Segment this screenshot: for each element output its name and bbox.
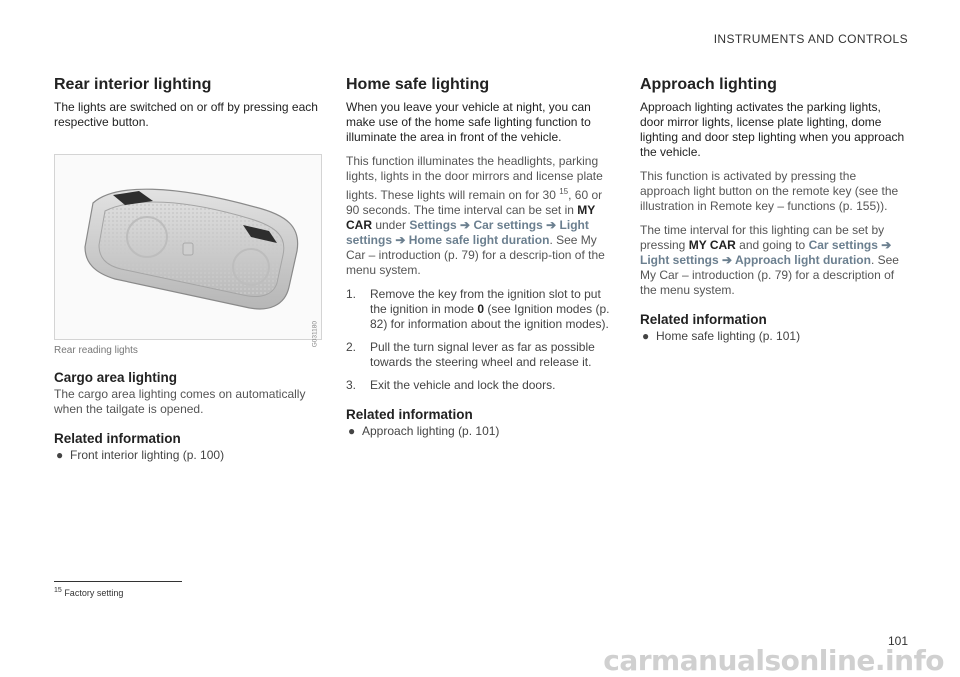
related-information-title: Related information <box>346 407 473 422</box>
related-information-title: Related information <box>640 312 767 327</box>
right-arrow-icon: ➔ <box>877 238 892 252</box>
page-number: 101 <box>887 634 908 648</box>
footnote-reference[interactable]: 15 <box>559 187 569 196</box>
section-title-approach-lighting: Approach lighting <box>640 76 777 93</box>
menu-item-light-settings: Light settings <box>346 218 589 247</box>
steps-list <box>346 287 612 393</box>
right-arrow-icon: ➔ <box>456 218 474 232</box>
rear-interior-intro: The lights are switched on or off by pressing each respective button. <box>54 100 318 129</box>
approach-interval-text: The time interval for this lighting can be set by pressing MY CAR and going to Car settings ➔ Light settings ➔ Approach light duration. See My Car – introduction (p. 79) for a description of the menu system. <box>640 223 899 297</box>
section-title-home-safe-lighting: Home safe lighting <box>346 76 490 93</box>
menu-root: MY CAR <box>346 203 596 232</box>
bullet-icon: ● <box>642 329 650 343</box>
rear-reading-lights-figure <box>54 154 322 348</box>
column-home-safe-lighting <box>346 76 612 442</box>
related-list <box>54 448 322 463</box>
bullet-icon: ● <box>348 424 356 438</box>
related-list <box>346 424 612 439</box>
section-title-rear-interior-lighting: Rear interior lighting <box>54 76 212 93</box>
right-arrow-icon: ➔ <box>392 233 409 247</box>
footnote: $^{15}$ Factory setting <box>54 587 124 598</box>
menu-item-home-safe-light-duration: Home safe light duration <box>408 233 550 247</box>
column-approach-lighting <box>640 76 908 347</box>
menu-item-car-settings: Car settings <box>808 238 878 252</box>
right-arrow-icon: ➔ <box>718 253 735 267</box>
menu-item-approach-light-duration: Approach light duration <box>734 253 871 267</box>
home-safe-intro: When you leave your vehicle at night, you can make use of the home safe lighting function to illuminate the area in front of the vehicle. <box>346 100 591 144</box>
figure-caption: Rear reading lights <box>54 345 138 356</box>
approach-activation-text: This function is activated by pressing the approach light button on the remote key (see the illustration in Remote key – functions (p. 155)). <box>640 169 899 213</box>
menu-item-car-settings: Car settings <box>473 218 543 232</box>
step-item: 2. Pull the turn signal lever as far as possible towards the steering wheel and release it. <box>346 340 595 369</box>
bullet-icon: ● <box>56 448 64 462</box>
related-link-home-safe-lighting[interactable]: ● Home safe lighting (p. 101) <box>642 329 801 343</box>
menu-root: MY CAR <box>688 238 736 252</box>
running-header: INSTRUMENTS AND CONTROLS <box>713 32 908 46</box>
menu-item-settings: Settings <box>409 218 457 232</box>
footnote-rule <box>54 581 182 582</box>
approach-intro: Approach lighting activates the parking lights, door mirror lights, license plate lighting, dome lighting and door step lighting when you approach the vehicle. <box>640 100 905 159</box>
related-link-front-interior-lighting[interactable]: ● Front interior lighting (p. 100) <box>56 448 225 462</box>
right-arrow-icon: ➔ <box>542 218 560 232</box>
rear-reading-lights-illustration <box>55 155 321 339</box>
column-rear-interior-lighting <box>54 76 322 466</box>
step-item: 3. Exit the vehicle and lock the doors. <box>346 378 556 392</box>
related-link-approach-lighting[interactable]: ● Approach lighting (p. 101) <box>348 424 500 438</box>
menu-item-light-settings: Light settings <box>640 253 719 267</box>
related-list <box>640 329 908 344</box>
step-item: 1. Remove the key from the ignition slot to put the ignition in mode 0 (see Ignition modes (p. 82) for information about the ignition modes). <box>346 287 610 331</box>
section-title-cargo-area-lighting: Cargo area lighting <box>54 370 178 385</box>
cargo-area-text: The cargo area lighting comes on automatically when the tailgate is opened. <box>54 387 306 416</box>
home-safe-description: This function illuminates the headlights, parking lights, lights in the door mirrors and license plate lights. These lights will remain on for 30 $^{15}$, 60 or 90 seconds. The time interval can be set in MY CAR under Settings ➔ Car settings ➔ Light settings ➔ Home safe light duration. See My Car – introduction (p. 79) for a descrip-tion of the menu system. <box>346 154 605 277</box>
related-information-title: Related information <box>54 431 181 446</box>
figure-code: G031180 <box>311 321 318 348</box>
watermark: carmanualsonline.info <box>603 644 944 677</box>
